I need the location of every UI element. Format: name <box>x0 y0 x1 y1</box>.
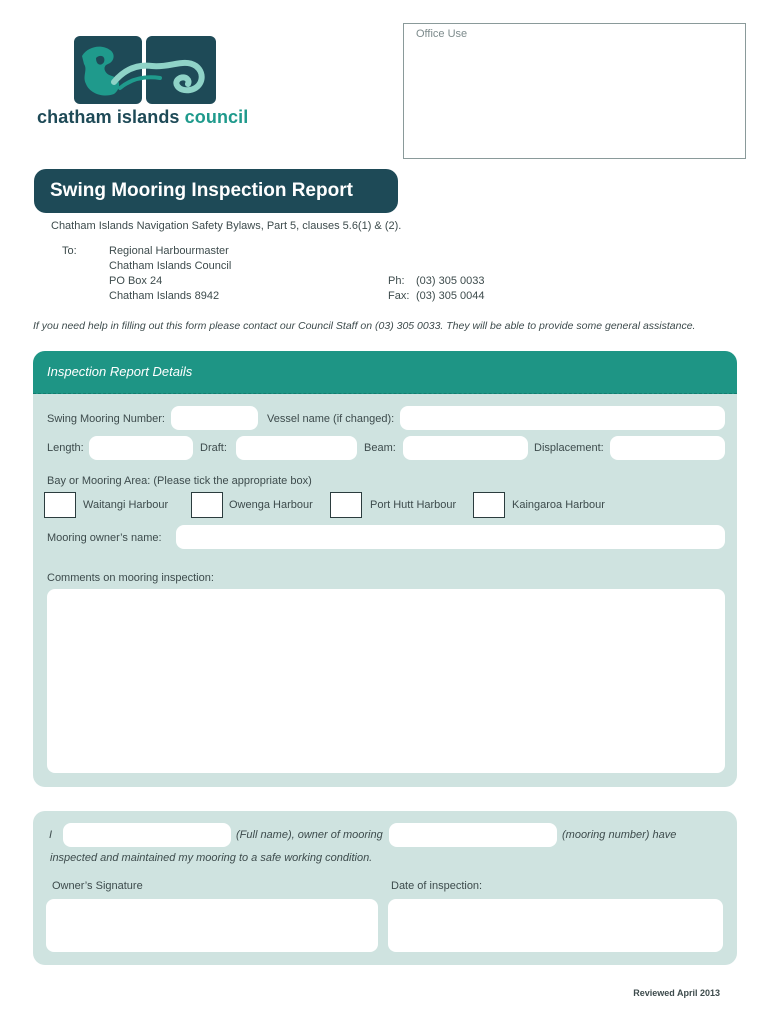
waitangi-harbour-checkbox[interactable] <box>44 492 76 518</box>
brand-word-chatham: chatham islands <box>37 107 180 127</box>
full-name-caption: (Full name), owner of mooring <box>236 829 383 841</box>
full-name-input[interactable] <box>63 823 231 847</box>
help-text: If you need help in filling out this form please contact our Council Staff on (03) 305 0033. They will be able to provide some general assistance. <box>33 320 696 332</box>
displacement-label: Displacement: <box>534 442 604 454</box>
comments-label: Comments on mooring inspection: <box>47 572 214 584</box>
vessel-name-input[interactable] <box>400 406 725 430</box>
phone-label: Ph: <box>388 275 405 287</box>
date-of-inspection-input[interactable] <box>388 899 723 952</box>
reviewed-date: Reviewed April 2013 <box>633 988 720 998</box>
length-input[interactable] <box>89 436 193 460</box>
mooring-number-input[interactable] <box>389 823 557 847</box>
bay-prompt: Bay or Mooring Area: (Please tick the appropriate box) <box>47 475 312 487</box>
draft-label: Draft: <box>200 442 227 454</box>
office-use-label: Office Use <box>416 28 468 40</box>
phone-value: (03) 305 0033 <box>416 275 485 287</box>
mooring-owner-name-input[interactable] <box>176 525 725 549</box>
inspection-details-panel <box>33 351 737 787</box>
vessel-name-label: Vessel name (if changed): <box>267 413 395 425</box>
brand-word-council: council <box>184 107 249 127</box>
address-line-1: Regional Harbourmaster <box>109 245 229 257</box>
mooring-owner-name-label: Mooring owner’s name: <box>47 532 162 544</box>
port-hutt-harbour-checkbox[interactable] <box>330 492 362 518</box>
date-of-inspection-label: Date of inspection: <box>391 880 483 892</box>
beam-label: Beam: <box>364 442 396 454</box>
waitangi-harbour-label: Waitangi Harbour <box>83 499 169 511</box>
page-title: Swing Mooring Inspection Report <box>50 180 353 201</box>
length-label: Length: <box>47 442 84 454</box>
council-logo <box>74 36 216 104</box>
declaration-i: I <box>49 829 53 841</box>
inspection-details-title: Inspection Report Details <box>47 364 193 379</box>
owenga-harbour-checkbox[interactable] <box>191 492 223 518</box>
mooring-number-caption: (mooring number) have <box>562 829 677 841</box>
owner-signature-label: Owner’s Signature <box>52 880 143 892</box>
inspection-details-header <box>33 351 737 394</box>
comments-textarea[interactable] <box>47 589 725 773</box>
swing-mooring-number-input[interactable] <box>171 406 258 430</box>
to-label: To: <box>62 245 77 257</box>
address-line-2: Chatham Islands Council <box>109 260 232 272</box>
brand-name <box>37 107 248 128</box>
address-line-3: PO Box 24 <box>109 275 163 287</box>
port-hutt-harbour-label: Port Hutt Harbour <box>370 499 457 511</box>
declaration-panel <box>33 811 737 965</box>
owner-signature-field[interactable] <box>46 899 378 952</box>
fax-value: (03) 305 0044 <box>416 290 485 302</box>
swing-mooring-number-label: Swing Mooring Number: <box>47 413 165 425</box>
owenga-harbour-label: Owenga Harbour <box>229 499 313 511</box>
bylaw-text: Chatham Islands Navigation Safety Bylaws, Part 5, clauses 5.6(1) & (2). <box>51 220 402 232</box>
displacement-input[interactable] <box>610 436 725 460</box>
declaration-statement: inspected and maintained my mooring to a safe working condition. <box>50 852 373 864</box>
address-line-4: Chatham Islands 8942 <box>109 290 220 302</box>
beam-input[interactable] <box>403 436 528 460</box>
council-logo-icon <box>74 36 216 104</box>
kaingaroa-harbour-checkbox[interactable] <box>473 492 505 518</box>
draft-input[interactable] <box>236 436 357 460</box>
title-banner <box>34 169 398 213</box>
kaingaroa-harbour-label: Kaingaroa Harbour <box>512 499 605 511</box>
fax-label: Fax: <box>388 290 410 302</box>
office-use-box <box>403 23 746 159</box>
